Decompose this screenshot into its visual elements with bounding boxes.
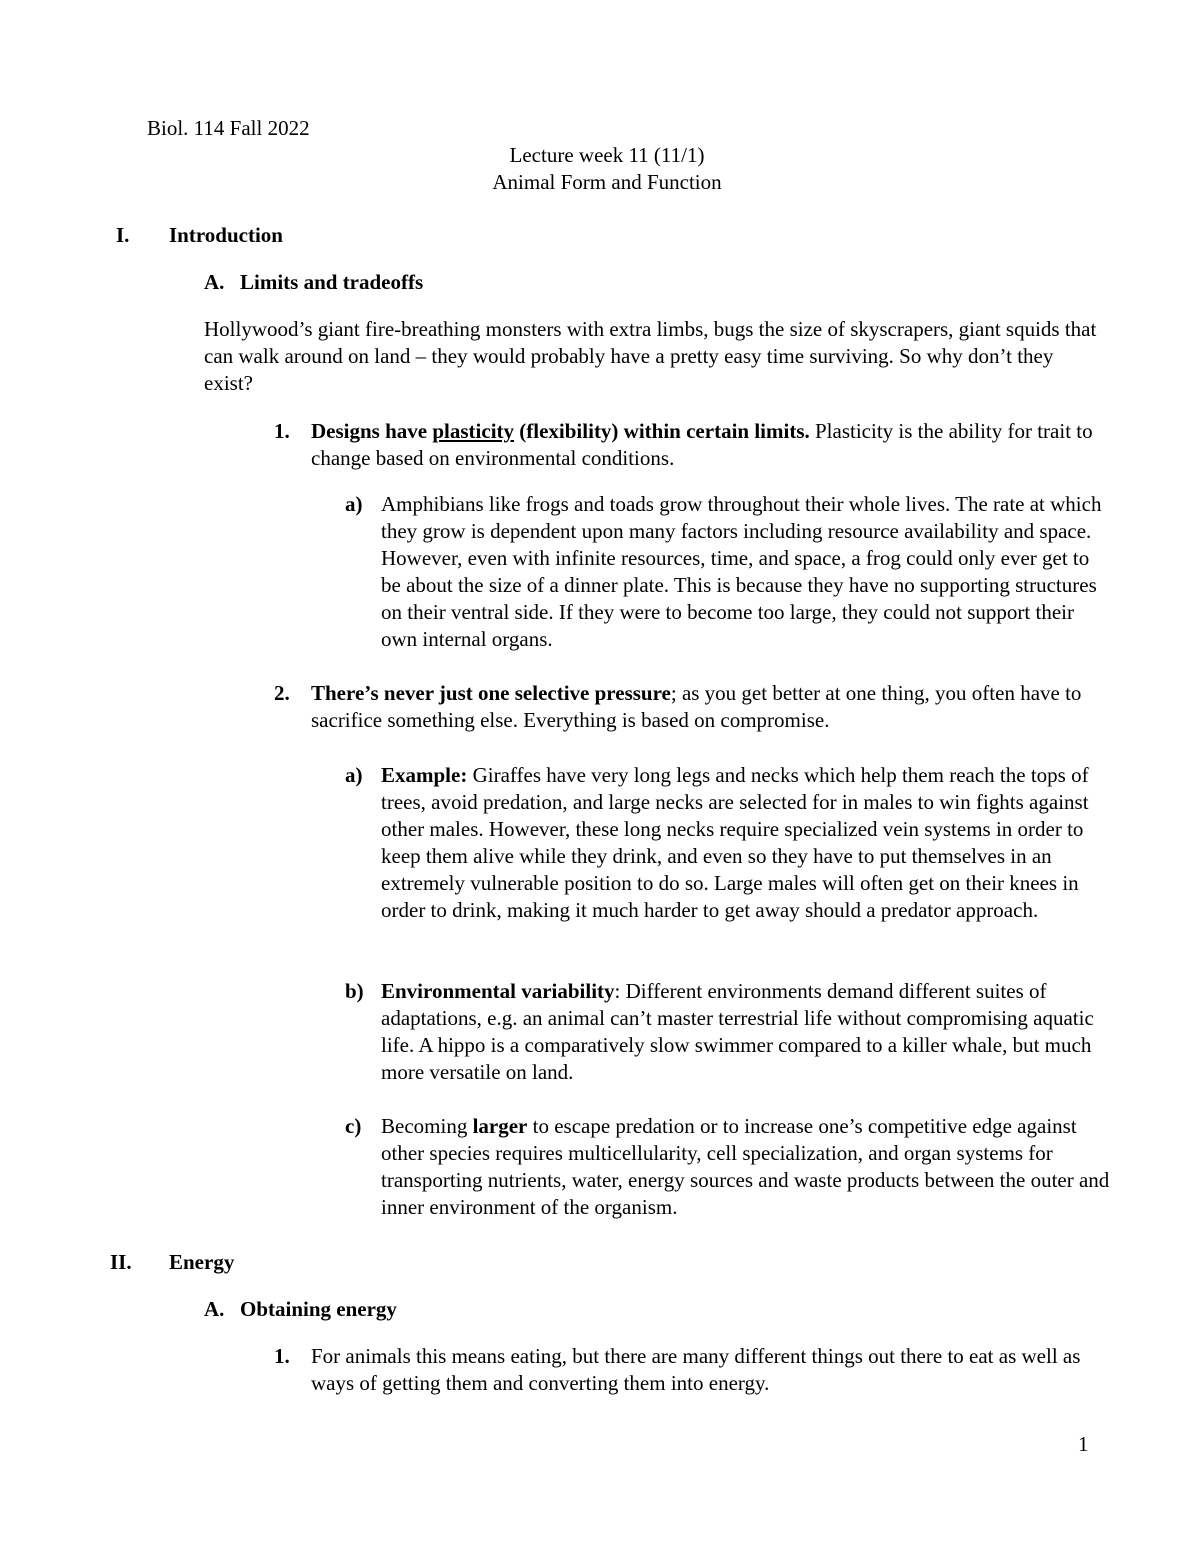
- section-i-number: I.: [116, 223, 130, 247]
- ii-item-1-number: 1.: [274, 1344, 290, 1368]
- item-1-text: Designs have plasticity (flexibility) within certain limits. Plasticity is the ability for trait to change based on environmental conditions.: [311, 419, 1093, 470]
- page-number: 1: [1078, 1432, 1089, 1456]
- subsection-ii-a-letter: A.: [204, 1297, 225, 1321]
- page-title: Animal Form and Function: [492, 170, 722, 194]
- item-2a-text: Example: Giraffes have very long legs and necks which help them reach the tops of trees, avoid predation, and large necks are selected for in males to win fights against other males. However, these long necks require specialized vein systems in order to keep them alive while they drink, and even so they have to put themselves in an extremely vulnerable position to do so. Large males will often get on their knees in order to drink, making it much harder to get away should a predator approach.: [381, 763, 1089, 922]
- item-1-number: 1.: [274, 419, 290, 443]
- section-ii-title: Energy: [169, 1250, 235, 1274]
- subsection-a-letter: A.: [204, 270, 225, 294]
- subsection-ii-a-title: Obtaining energy: [240, 1297, 397, 1321]
- item-2a-letter: a): [345, 763, 363, 787]
- item-2c-text: Becoming larger to escape predation or to increase one’s competitive edge against other species requires multicellularity, cell specialization, and organ systems for transporting nutrients, water, energy sources and waste products between the outer and inner environment of the organism.: [381, 1114, 1110, 1219]
- item-1a-text: Amphibians like frogs and toads grow throughout their whole lives. The rate at which they grow is dependent upon many factors including resource availability and space. However, even with infinite resources, time, and space, a frog could only ever get to be about the size of a dinner plate. This is because they have no supporting structures on their ventral side. If they were to become too large, they could not support their own internal organs.: [381, 492, 1102, 651]
- intro-paragraph: Hollywood’s giant fire-breathing monsters with extra limbs, bugs the size of skyscrapers, giant squids that can walk around on land – they would probably have a pretty easy time surviving. So why don’t they exist?: [204, 317, 1097, 395]
- item-2b-text: Environmental variability: Different environments demand different suites of adaptations, e.g. an animal can’t master terrestrial life without compromising aquatic life. A hippo is a comparatively slow swimmer compared to a killer whale, but much more versatile on land.: [381, 979, 1094, 1084]
- item-2c-letter: c): [345, 1114, 362, 1138]
- item-1a-letter: a): [345, 492, 363, 516]
- item-2-number: 2.: [274, 681, 290, 705]
- section-ii-number: II.: [110, 1250, 132, 1274]
- course-header: Biol. 114 Fall 2022: [147, 116, 310, 140]
- lecture-line: Lecture week 11 (11/1): [509, 143, 705, 167]
- subsection-a-title: Limits and tradeoffs: [240, 270, 424, 294]
- ii-item-1-text: For animals this means eating, but there are many different things out there to eat as well as ways of getting them and converting them into energy.: [311, 1344, 1081, 1395]
- section-i-title: Introduction: [169, 223, 283, 247]
- item-2-text: There’s never just one selective pressure; as you get better at one thing, you often have to sacrifice something else. Everything is based on compromise.: [311, 681, 1082, 732]
- item-2b-letter: b): [345, 979, 364, 1003]
